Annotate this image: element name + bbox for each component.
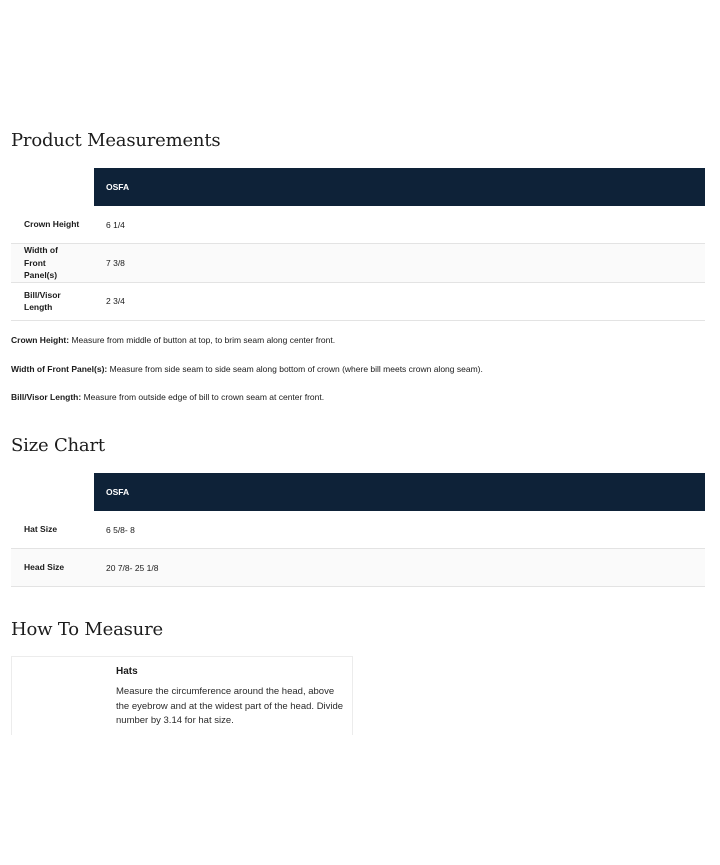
table-row: [11, 206, 705, 244]
row-label-text: Width of Front Panel(s): [24, 245, 58, 280]
note-term: Width of Front Panel(s):: [11, 364, 108, 374]
card-text: Measure the circumference around the head, above the eyebrow and at the widest part of the head. Divide number by 3.14 for hat size.: [116, 686, 344, 726]
card-title-hats: Hats: [116, 666, 138, 677]
product-measurements-title: Product Measurements: [11, 130, 221, 151]
header-blank-cell: [11, 168, 94, 206]
product-measurements-table: [11, 168, 705, 321]
note-text: Measure from side seam to side seam along bottom of crown (where bill meets crown along seam).: [109, 364, 483, 374]
note-text: Measure from middle of button at top, to brim seam along center front.: [71, 335, 336, 345]
row-value-bill-visor-length: 2 3/4: [94, 282, 705, 320]
note-width-front-panels: [11, 364, 483, 374]
column-header-osfa: OSFA: [94, 168, 705, 206]
how-to-measure-title: How To Measure: [11, 619, 163, 640]
note-term: Bill/Visor Length:: [11, 392, 82, 402]
how-to-measure-card: [11, 656, 353, 735]
table-row: [11, 549, 705, 587]
column-header-osfa: OSFA: [94, 473, 705, 511]
header-blank-cell: [11, 473, 94, 511]
row-value-hat-size: 6 5/8- 8: [94, 511, 705, 549]
note-term: Crown Height:: [11, 335, 70, 345]
row-label-text: Bill/Visor Length: [24, 289, 61, 312]
note-text: Measure from outside edge of bill to crown seam at center front.: [83, 392, 325, 402]
table-row: [11, 282, 705, 320]
table-header-row: [11, 168, 705, 206]
table-row: [11, 511, 705, 549]
table-header-row: [11, 473, 705, 511]
row-value-crown-height: 6 1/4: [94, 206, 705, 244]
row-label-head-size: Head Size: [11, 549, 94, 587]
row-label-bill-visor-length: [11, 282, 94, 320]
size-chart-table: [11, 473, 705, 587]
size-chart-title: Size Chart: [11, 435, 105, 456]
row-label-crown-height: Crown Height: [11, 206, 94, 244]
row-label-hat-size: Hat Size: [11, 511, 94, 549]
note-bill-visor-length: [11, 392, 324, 402]
table-row: [11, 244, 705, 283]
row-value-width-front-panels: 7 3/8: [94, 244, 705, 283]
row-value-head-size: 20 7/8- 25 1/8: [94, 549, 705, 587]
note-crown-height: [11, 335, 335, 345]
row-label-width-front-panels: [11, 244, 94, 283]
